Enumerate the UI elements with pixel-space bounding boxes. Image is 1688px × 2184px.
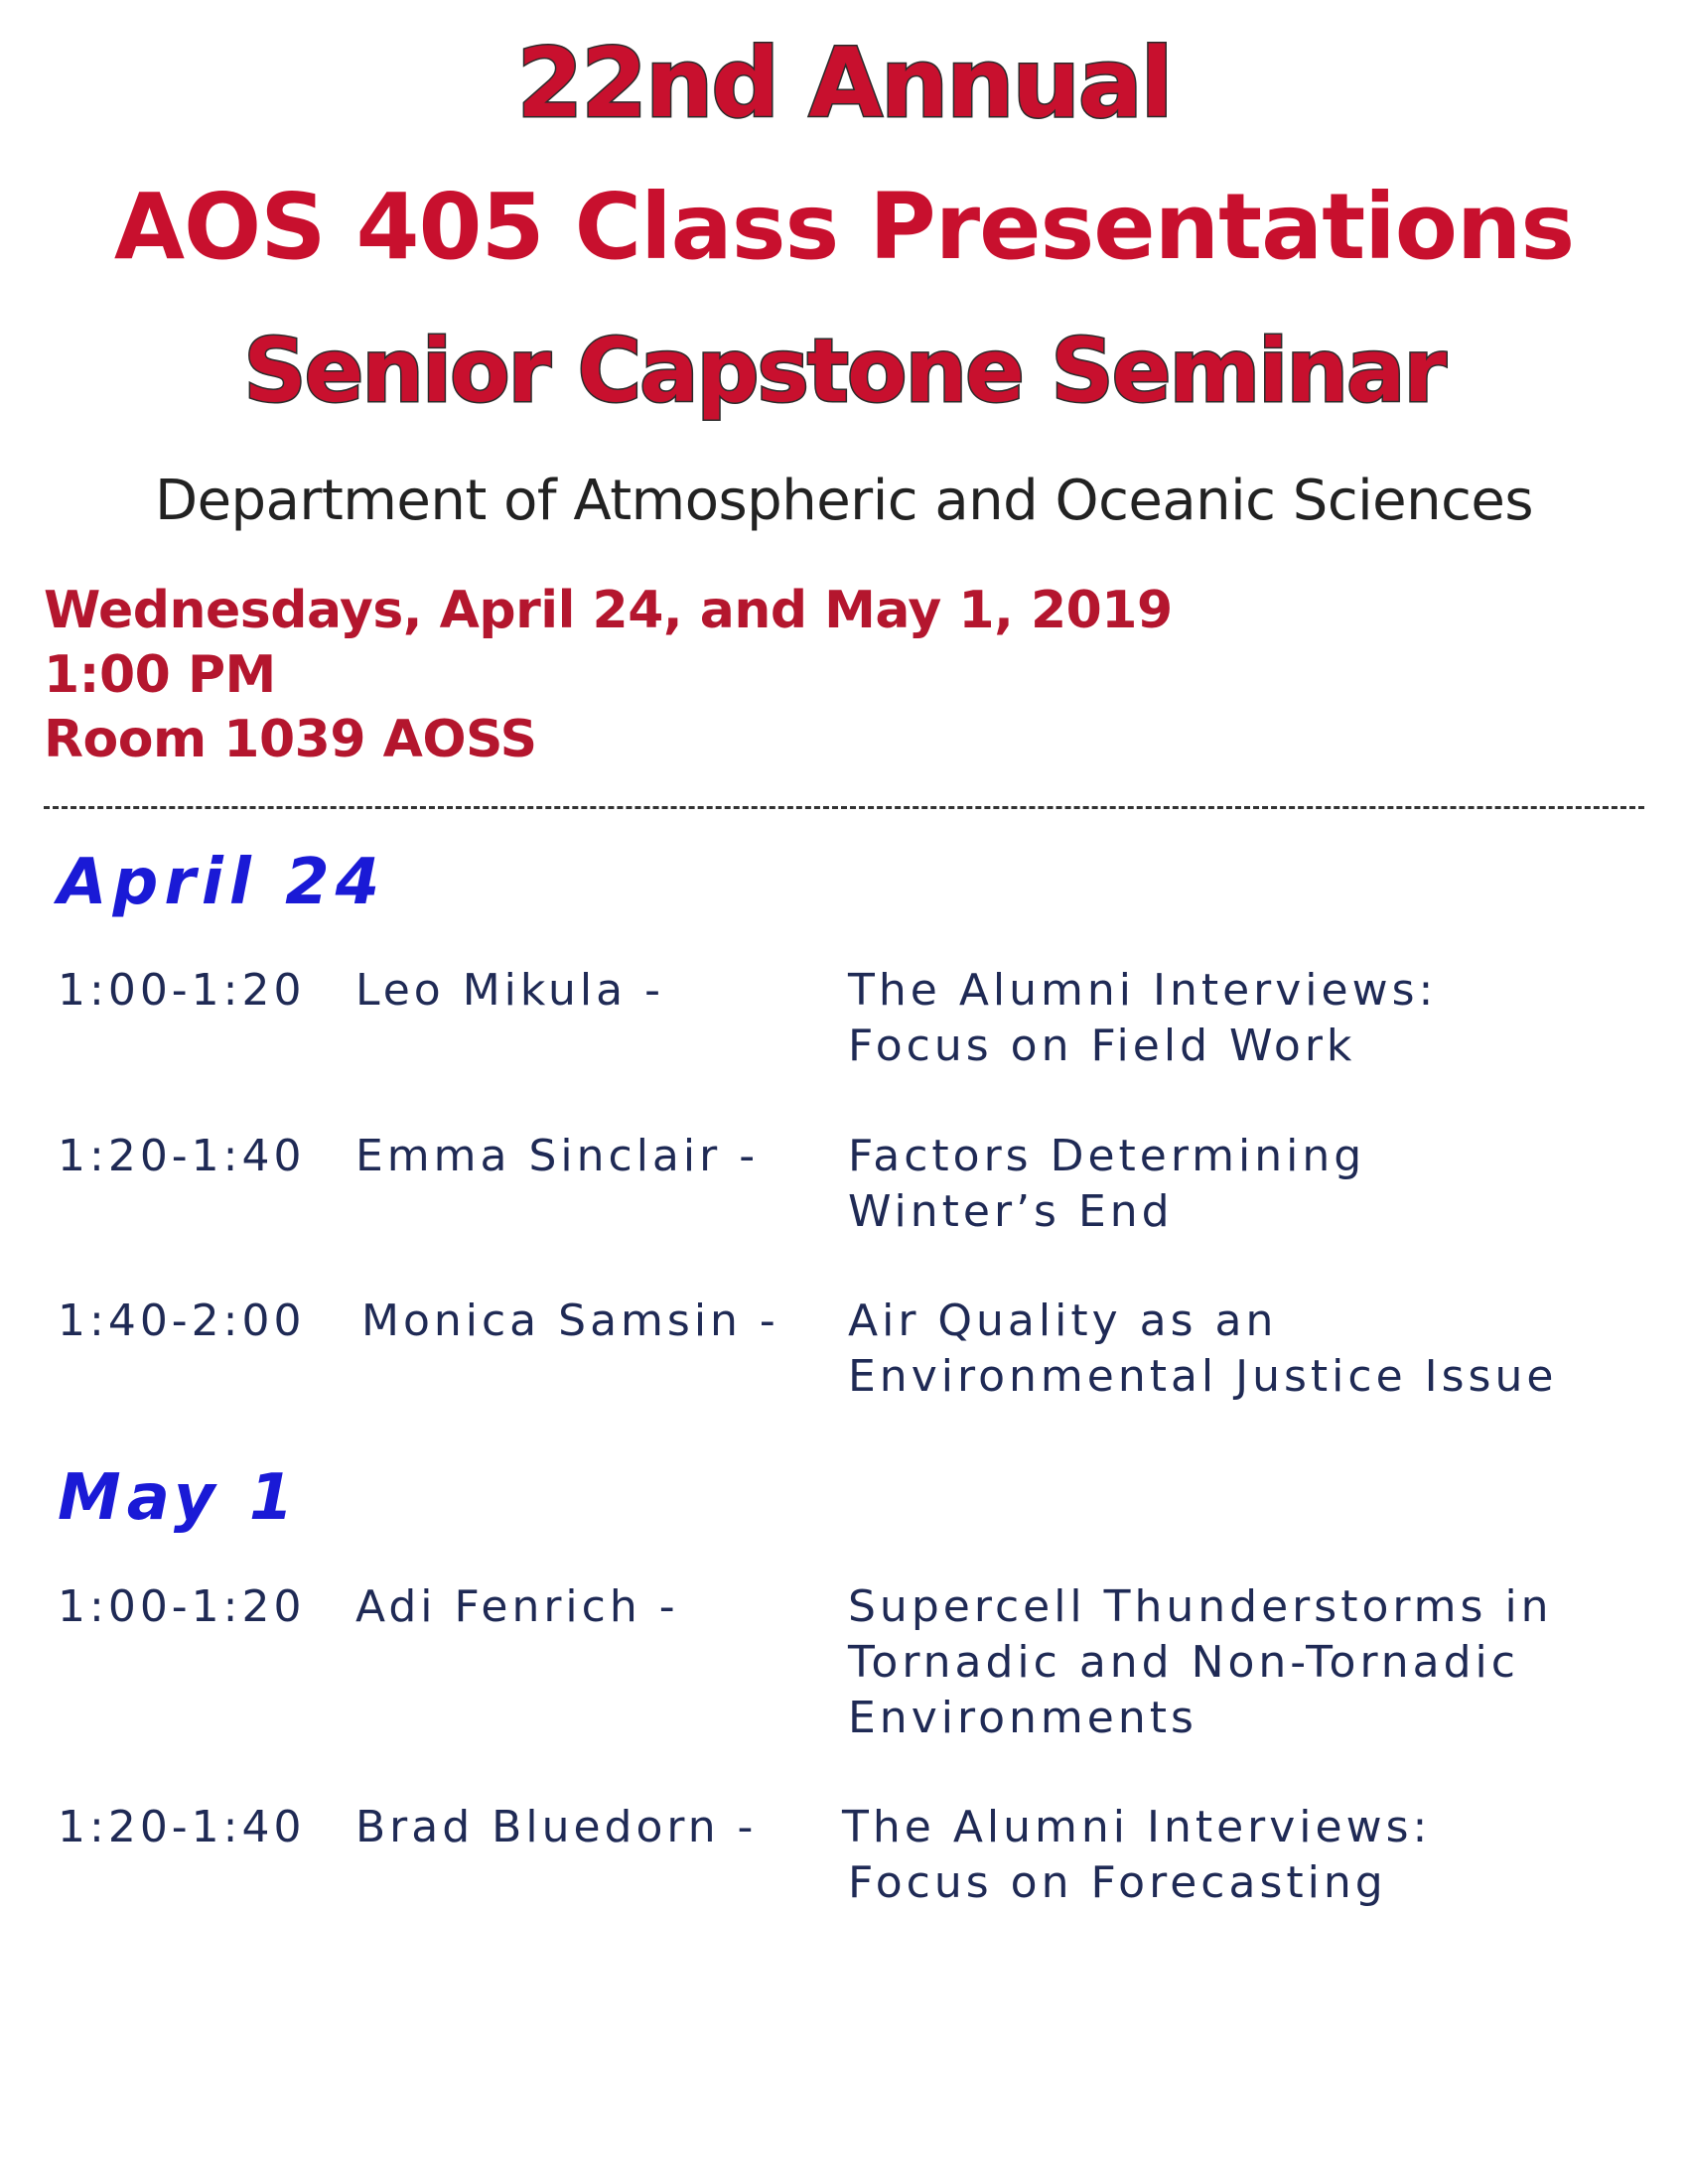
course-presentations-title: AOS 405 Class Presentations — [113, 174, 1575, 280]
session-title-line: Environments — [848, 1693, 1197, 1743]
session-title — [848, 1579, 1553, 1746]
session-row — [58, 1800, 1646, 1979]
session-row — [58, 963, 1646, 1142]
department-name: Department of Atmospheric and Oceanic Sciences — [154, 469, 1534, 533]
session-title-line: Winter’s End — [848, 1186, 1174, 1237]
session-title-line: The Alumni Interviews: — [848, 965, 1438, 1016]
session-title-line: Factors Determining — [848, 1131, 1366, 1181]
session-time: 1:00-1:20 — [58, 1581, 306, 1632]
session-title-line: Tornadic and Non-Tornadic — [848, 1637, 1519, 1688]
session-title-line: Supercell Thunderstorms in — [848, 1581, 1553, 1632]
event-room: Room 1039 AOSS — [44, 710, 537, 769]
session-title-line: Environmental Justice Issue — [848, 1351, 1558, 1402]
session-title — [848, 963, 1437, 1074]
event-time: 1:00 PM — [44, 645, 276, 705]
session-time: 1:20-1:40 — [58, 1131, 306, 1181]
session-speaker: Monica Samsin - — [361, 1296, 779, 1346]
day-heading-may-1: May 1 — [58, 1461, 300, 1535]
session-title-line: The Alumni Interviews: — [842, 1802, 1432, 1852]
session-row — [58, 1129, 1646, 1307]
session-title-line: Focus on Forecasting — [848, 1857, 1387, 1908]
session-time: 1:20-1:40 — [58, 1802, 306, 1852]
session-speaker: Adi Fenrich - — [355, 1581, 679, 1632]
dashed-divider — [44, 806, 1644, 809]
session-title-line: Focus on Field Work — [848, 1021, 1356, 1071]
event-edition-title: 22nd Annual — [516, 28, 1172, 139]
event-dates: Wednesdays, April 24, and May 1, 2019 — [44, 581, 1173, 640]
session-title — [842, 1800, 1431, 1911]
seminar-title: Senior Capstone Seminar — [243, 320, 1445, 422]
session-time: 1:00-1:20 — [58, 965, 306, 1016]
session-speaker: Brad Bluedorn - — [355, 1802, 758, 1852]
session-speaker: Emma Sinclair - — [355, 1131, 760, 1181]
day-heading-april-24: April 24 — [58, 846, 386, 919]
session-title — [848, 1129, 1365, 1240]
session-title — [848, 1294, 1557, 1405]
session-title-line: Air Quality as an — [848, 1296, 1278, 1346]
session-row — [58, 1294, 1646, 1472]
session-speaker: Leo Mikula - — [355, 965, 664, 1016]
session-row — [58, 1579, 1646, 1758]
session-time: 1:40-2:00 — [58, 1296, 306, 1346]
